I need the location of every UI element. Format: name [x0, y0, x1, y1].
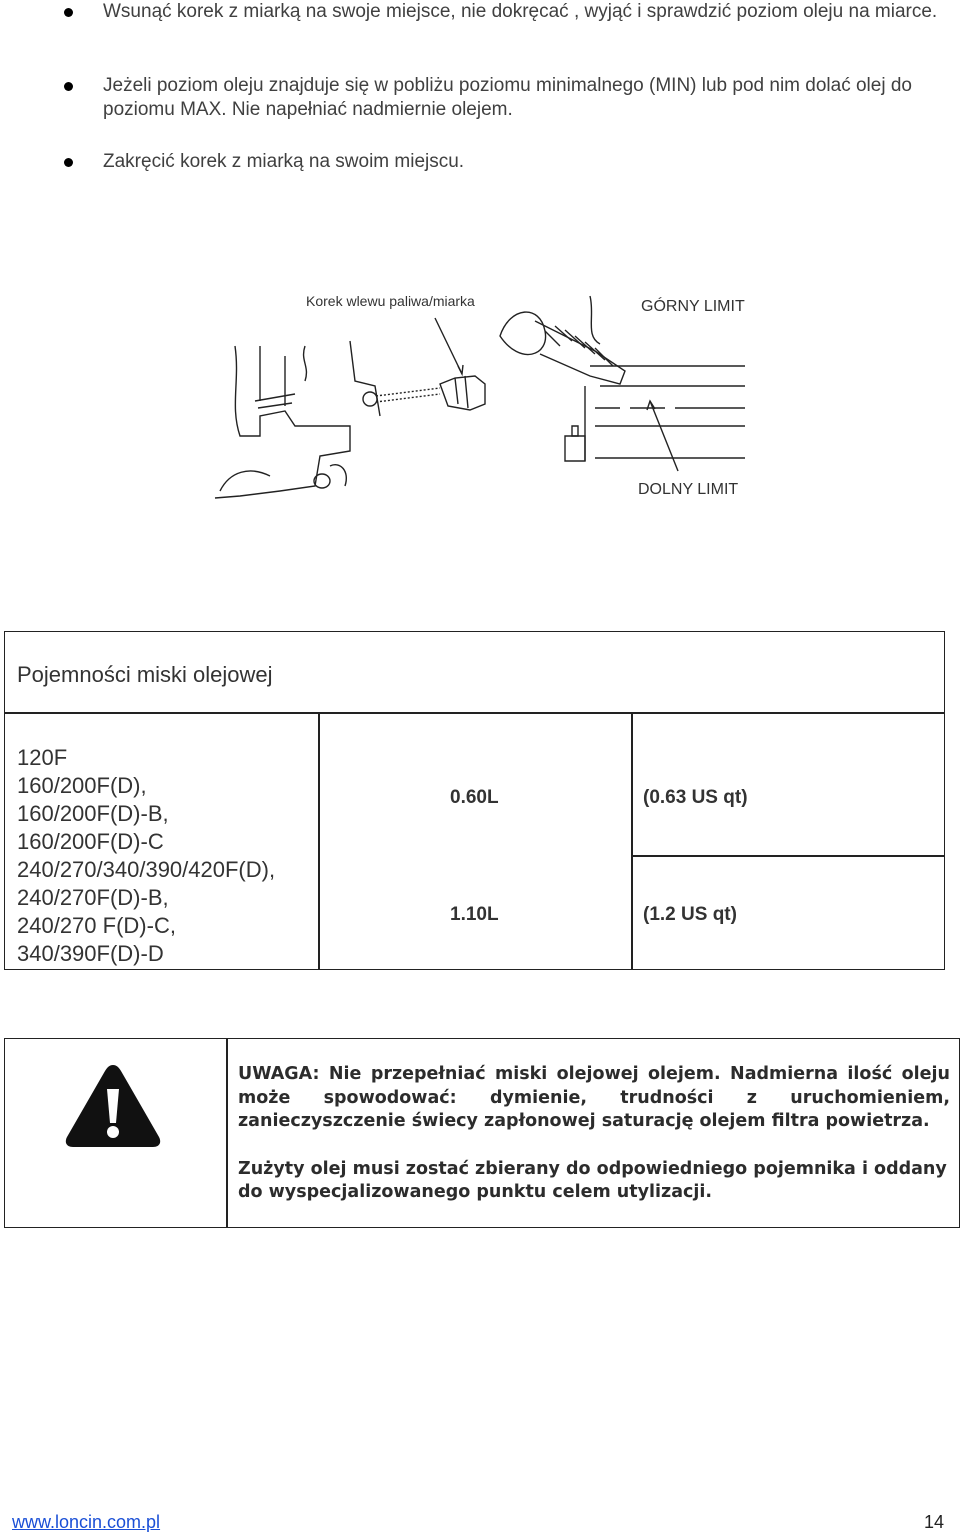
warning-divider — [226, 1039, 228, 1227]
capacity-liters: 0.60L — [450, 787, 499, 808]
list-item-text: Jeżeli poziom oleju znajduje się w pobliżu poziomu minimalnego (MIN) lub pod nim dolać olej do poziomu MAX. Nie napełniać nadmiernie olejem. — [103, 75, 912, 120]
label-lower-limit: DOLNY LIMIT — [638, 481, 739, 498]
label-cap-dipstick: Korek wlewu paliwa/miarka — [306, 293, 475, 309]
table-divider — [318, 712, 320, 969]
model-name: 240/270F(D)-B, — [17, 885, 169, 910]
oil-capacity-table — [4, 631, 945, 970]
table-divider — [5, 712, 944, 714]
capacity-us-qt: (1.2 US qt) — [643, 904, 737, 925]
model-name: 240/270/340/390/420F(D), — [17, 857, 276, 882]
bullet-dot — [64, 8, 73, 17]
warning-triangle-icon — [63, 1061, 163, 1149]
oil-dipstick-diagram — [200, 286, 760, 516]
model-name: 160/200F(D)-B, — [17, 801, 169, 826]
list-item-text: Wsunąć korek z miarką na swoje miejsce, nie dokręcać , wyjąć i sprawdzić poziom oleju na miarce. — [103, 1, 938, 22]
capacity-us-qt: (0.63 US qt) — [643, 787, 748, 808]
model-name: 120F — [17, 745, 68, 770]
label-upper-limit: GÓRNY LIMIT — [641, 298, 745, 315]
website-link[interactable]: www.loncin.com.pl — [12, 1512, 161, 1532]
capacity-liters: 1.10L — [450, 904, 499, 925]
bullet-dot — [64, 82, 73, 91]
list-item-text: Zakręcić korek z miarką na swoim miejscu. — [103, 151, 465, 172]
bullet-dot — [64, 158, 73, 167]
table-divider — [631, 855, 944, 857]
disposal-paragraph: Zużyty olej musi zostać zbierany do odpowiedniego pojemnika i oddany do wyspecjalizowanego punktu celem utylizacji. — [238, 1158, 947, 1202]
page-number: 14 — [923, 1512, 944, 1532]
warning-box — [4, 1038, 960, 1228]
table-title: Pojemności miski olejowej — [17, 662, 273, 687]
model-name: 160/200F(D), — [17, 773, 147, 798]
model-name: 340/390F(D)-D — [17, 941, 164, 966]
warning-paragraph: UWAGA: Nie przepełniać miski olejowej olejem. Nadmierna ilość oleju może spowodować: dymienie, trudności z uruchomieniem, zanieczyszczenie świecy zapłonowej saturację olejem filtra powietrza. — [238, 1064, 950, 1131]
model-name: 240/270 F(D)-C, — [17, 913, 176, 938]
warning-text — [238, 1063, 950, 1205]
model-name: 160/200F(D)-C — [17, 829, 164, 854]
table-divider — [631, 712, 633, 969]
model-list — [17, 744, 317, 968]
